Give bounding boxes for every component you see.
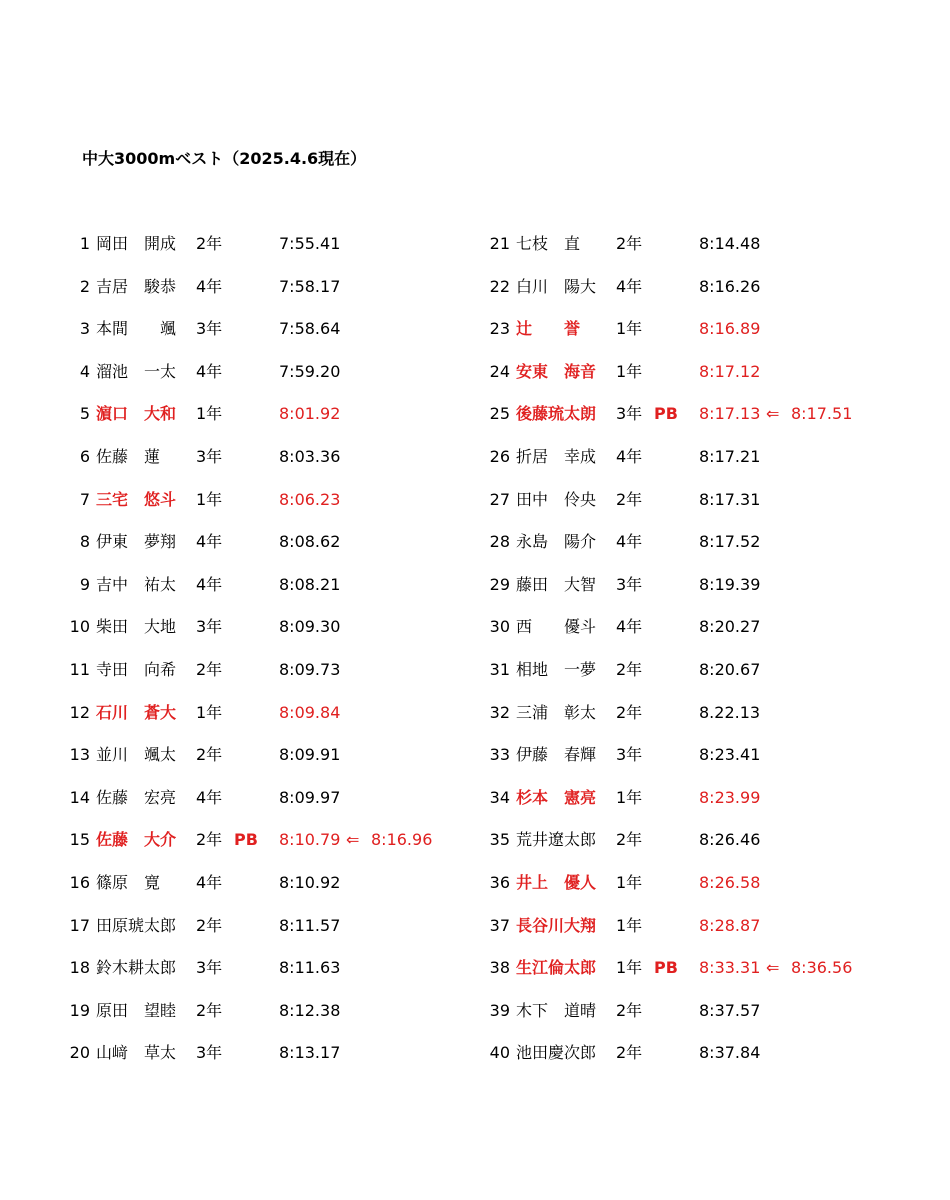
- page-title: 中大3000mベスト（2025.4.6現在）: [82, 149, 367, 168]
- best-time: 8:01.92: [279, 404, 341, 424]
- best-time: 8:06.23: [279, 489, 341, 509]
- runner-name: 田原琥太郎: [96, 915, 177, 935]
- rank-number: 33: [489, 745, 510, 765]
- previous-arrow: ⇐: [766, 958, 780, 978]
- runner-name: 藤田 大智: [516, 574, 597, 594]
- runner-name: 西 優斗: [516, 617, 597, 637]
- best-time: 8:33.31: [699, 958, 761, 978]
- runner-name: 柴田 大地: [96, 617, 177, 637]
- best-time: 8:12.38: [279, 1000, 341, 1020]
- best-time: 8:17.13: [699, 404, 761, 424]
- ranking-row: [420, 393, 950, 436]
- runner-name: 辻 誉: [516, 319, 581, 339]
- ranking-row: [420, 777, 950, 820]
- rank-number: 20: [69, 1043, 90, 1063]
- rank-number: 29: [489, 574, 510, 594]
- runner-name: 伊藤 春輝: [516, 745, 597, 765]
- rank-number: 28: [489, 532, 510, 552]
- rank-number: 35: [489, 830, 510, 850]
- rank-number: 19: [69, 1000, 90, 1020]
- rank-number: 37: [489, 915, 510, 935]
- best-time: 8:08.21: [279, 574, 341, 594]
- ranking-row: [420, 606, 950, 649]
- best-time: 8:17.31: [699, 489, 761, 509]
- runner-grade: 2年: [616, 489, 643, 509]
- best-time: 8:10.92: [279, 873, 341, 892]
- runner-grade: 2年: [196, 234, 223, 253]
- runner-name: 折居 幸成: [516, 447, 597, 466]
- rank-number: 39: [489, 1000, 510, 1020]
- runner-name: 後藤琉太朗: [516, 404, 597, 424]
- rank-number: 38: [489, 958, 510, 978]
- ranking-row: [420, 692, 950, 735]
- runner-grade: 4年: [616, 532, 643, 552]
- ranking-row: [420, 266, 950, 309]
- best-time: 7:58.64: [279, 319, 341, 339]
- best-time: 8:13.17: [279, 1043, 341, 1063]
- previous-time: 8:36.56: [791, 958, 853, 978]
- ranking-row: [420, 990, 950, 1033]
- runner-name: 吉居 駿恭: [96, 276, 177, 296]
- rank-number: 8: [79, 532, 90, 552]
- runner-grade: 3年: [616, 574, 643, 594]
- runner-grade: 2年: [196, 660, 223, 679]
- best-time: 8:16.26: [699, 276, 761, 296]
- rank-number: 22: [489, 276, 510, 296]
- rank-number: 36: [489, 873, 510, 892]
- best-time: 8:11.63: [279, 958, 341, 978]
- best-time: 8:11.57: [279, 915, 341, 935]
- runner-grade: 2年: [196, 915, 223, 935]
- runner-name: 溜池 一太: [96, 361, 177, 381]
- rank-number: 17: [69, 915, 90, 935]
- runner-grade: 2年: [196, 830, 223, 850]
- best-time: 8:17.12: [699, 361, 761, 381]
- runner-grade: 4年: [196, 361, 223, 381]
- best-time: 8:08.62: [279, 532, 341, 552]
- runner-name: 池田慶次郎: [516, 1043, 597, 1063]
- runner-grade: 2年: [616, 702, 643, 722]
- best-time: 7:58.17: [279, 276, 341, 296]
- rank-number: 2: [79, 276, 90, 296]
- runner-name: 原田 望睦: [96, 1000, 177, 1020]
- runner-grade: 3年: [196, 447, 223, 466]
- runner-name: 山﨑 草太: [96, 1043, 177, 1063]
- ranking-row: [420, 862, 950, 905]
- runner-name: 荒井遼太郎: [516, 830, 597, 850]
- runner-grade: 4年: [196, 574, 223, 594]
- rank-number: 24: [489, 361, 510, 381]
- rank-number: 26: [489, 447, 510, 466]
- pb-badge: PB: [654, 404, 678, 424]
- rank-number: 27: [489, 489, 510, 509]
- best-time: 8:09.97: [279, 787, 341, 807]
- runner-grade: 1年: [616, 958, 643, 978]
- runner-grade: 4年: [616, 617, 643, 637]
- ranking-row: [420, 947, 950, 990]
- runner-grade: 2年: [616, 234, 643, 253]
- ranking-row: [420, 564, 950, 607]
- rank-number: 7: [79, 489, 90, 509]
- runner-grade: 2年: [616, 1043, 643, 1063]
- runner-name: 寺田 向希: [96, 660, 177, 679]
- runner-name: 篠原 寛: [96, 873, 161, 892]
- rank-number: 40: [489, 1043, 510, 1063]
- runner-grade: 2年: [616, 830, 643, 850]
- ranking-row: [420, 905, 950, 948]
- runner-name: 安東 海音: [516, 361, 597, 381]
- rank-number: 13: [69, 745, 90, 765]
- runner-grade: 3年: [196, 319, 223, 339]
- runner-name: 七枝 直: [516, 234, 581, 253]
- runner-grade: 4年: [616, 276, 643, 296]
- runner-name: 白川 陽大: [516, 276, 597, 296]
- runner-grade: 4年: [616, 447, 643, 466]
- best-time: 8.22.13: [699, 702, 761, 722]
- runner-grade: 2年: [196, 1000, 223, 1020]
- best-time: 8:10.79: [279, 830, 341, 850]
- runner-name: 佐藤 宏亮: [96, 787, 177, 807]
- runner-name: 田中 伶央: [516, 489, 597, 509]
- rank-number: 5: [79, 404, 90, 424]
- best-time: 8:17.52: [699, 532, 761, 552]
- best-time: 8:17.21: [699, 447, 761, 466]
- best-time: 8:16.89: [699, 319, 761, 339]
- runner-grade: 1年: [616, 873, 643, 892]
- runner-name: 生江倫太郎: [516, 958, 597, 978]
- rank-number: 16: [69, 873, 90, 892]
- best-time: 8:09.30: [279, 617, 341, 637]
- ranking-row: [420, 308, 950, 351]
- runner-name: 相地 一夢: [516, 660, 597, 679]
- rank-number: 25: [489, 404, 510, 424]
- runner-name: 長谷川大翔: [516, 915, 597, 935]
- rank-number: 23: [489, 319, 510, 339]
- runner-grade: 3年: [616, 404, 643, 424]
- runner-grade: 1年: [616, 319, 643, 339]
- runner-name: 杉本 憲亮: [516, 787, 597, 807]
- rank-number: 10: [69, 617, 90, 637]
- rank-number: 21: [489, 234, 510, 253]
- best-time: 8:37.84: [699, 1043, 761, 1063]
- best-time: 8:28.87: [699, 915, 761, 935]
- ranking-row: [420, 649, 950, 692]
- best-time: 8:37.57: [699, 1000, 761, 1020]
- runner-name: 佐藤 大介: [96, 830, 177, 850]
- rank-number: 9: [79, 574, 90, 594]
- ranking-row: [420, 734, 950, 777]
- rank-number: 34: [489, 787, 510, 807]
- runner-name: 吉中 祐太: [96, 574, 177, 594]
- runner-grade: 4年: [196, 532, 223, 552]
- rank-number: 30: [489, 617, 510, 637]
- previous-arrow: ⇐: [766, 404, 780, 424]
- rank-number: 1: [79, 234, 90, 253]
- runner-name: 木下 道晴: [516, 1000, 597, 1020]
- runner-grade: 2年: [616, 1000, 643, 1020]
- rank-number: 32: [489, 702, 510, 722]
- pb-badge: PB: [654, 958, 678, 978]
- rank-number: 31: [489, 660, 510, 679]
- rank-number: 18: [69, 958, 90, 978]
- rank-number: 3: [79, 319, 90, 339]
- runner-name: 並川 颯太: [96, 745, 177, 765]
- best-time: 8:14.48: [699, 234, 761, 253]
- ranking-row: [420, 479, 950, 522]
- runner-grade: 3年: [196, 958, 223, 978]
- runner-grade: 3年: [616, 745, 643, 765]
- rank-number: 6: [79, 447, 90, 466]
- previous-arrow: ⇐: [346, 830, 360, 850]
- runner-grade: 4年: [196, 873, 223, 892]
- runner-name: 濵口 大和: [96, 404, 177, 424]
- ranking-row: [420, 351, 950, 394]
- runner-name: 石川 蒼大: [96, 702, 177, 722]
- ranking-row: [420, 223, 950, 266]
- best-time: 8:26.46: [699, 830, 761, 850]
- runner-name: 本間 颯: [96, 319, 177, 339]
- pb-badge: PB: [234, 830, 258, 850]
- rank-number: 15: [69, 830, 90, 850]
- best-time: 8:09.91: [279, 745, 341, 765]
- runner-name: 伊東 夢翔: [96, 532, 177, 552]
- ranking-row: [420, 436, 950, 479]
- best-time: 8:09.84: [279, 702, 341, 722]
- best-time: 7:59.20: [279, 361, 341, 381]
- runner-grade: 3年: [196, 1043, 223, 1063]
- runner-grade: 2年: [616, 660, 643, 679]
- best-time: 8:03.36: [279, 447, 341, 466]
- best-time: 8:20.67: [699, 660, 761, 679]
- ranking-row: [420, 819, 950, 862]
- runner-grade: 4年: [196, 276, 223, 296]
- runner-name: 三浦 彰太: [516, 702, 597, 722]
- previous-time: 8:16.96: [371, 830, 433, 850]
- best-time: 8:09.73: [279, 660, 341, 679]
- rank-number: 11: [69, 660, 90, 679]
- best-time: 7:55.41: [279, 234, 341, 253]
- runner-grade: 1年: [196, 489, 223, 509]
- runner-name: 永島 陽介: [516, 532, 597, 552]
- runner-grade: 1年: [196, 404, 223, 424]
- previous-time: 8:17.51: [791, 404, 853, 424]
- runner-grade: 2年: [196, 745, 223, 765]
- runner-grade: 1年: [616, 787, 643, 807]
- best-time: 8:23.41: [699, 745, 761, 765]
- runner-grade: 3年: [196, 617, 223, 637]
- runner-grade: 4年: [196, 787, 223, 807]
- runner-name: 三宅 悠斗: [96, 489, 177, 509]
- best-time: 8:23.99: [699, 787, 761, 807]
- rank-number: 4: [79, 361, 90, 381]
- runner-name: 岡田 開成: [96, 234, 177, 253]
- runner-name: 鈴木耕太郎: [96, 958, 177, 978]
- runner-grade: 1年: [196, 702, 223, 722]
- rank-number: 14: [69, 787, 90, 807]
- runner-grade: 1年: [616, 915, 643, 935]
- ranking-row: [420, 1032, 950, 1075]
- runner-name: 井上 優人: [516, 873, 597, 892]
- best-time: 8:20.27: [699, 617, 761, 637]
- runner-grade: 1年: [616, 361, 643, 381]
- best-time: 8:26.58: [699, 873, 761, 892]
- runner-name: 佐藤 蓮: [96, 447, 161, 466]
- best-time: 8:19.39: [699, 574, 761, 594]
- rank-number: 12: [69, 702, 90, 722]
- ranking-row: [420, 521, 950, 564]
